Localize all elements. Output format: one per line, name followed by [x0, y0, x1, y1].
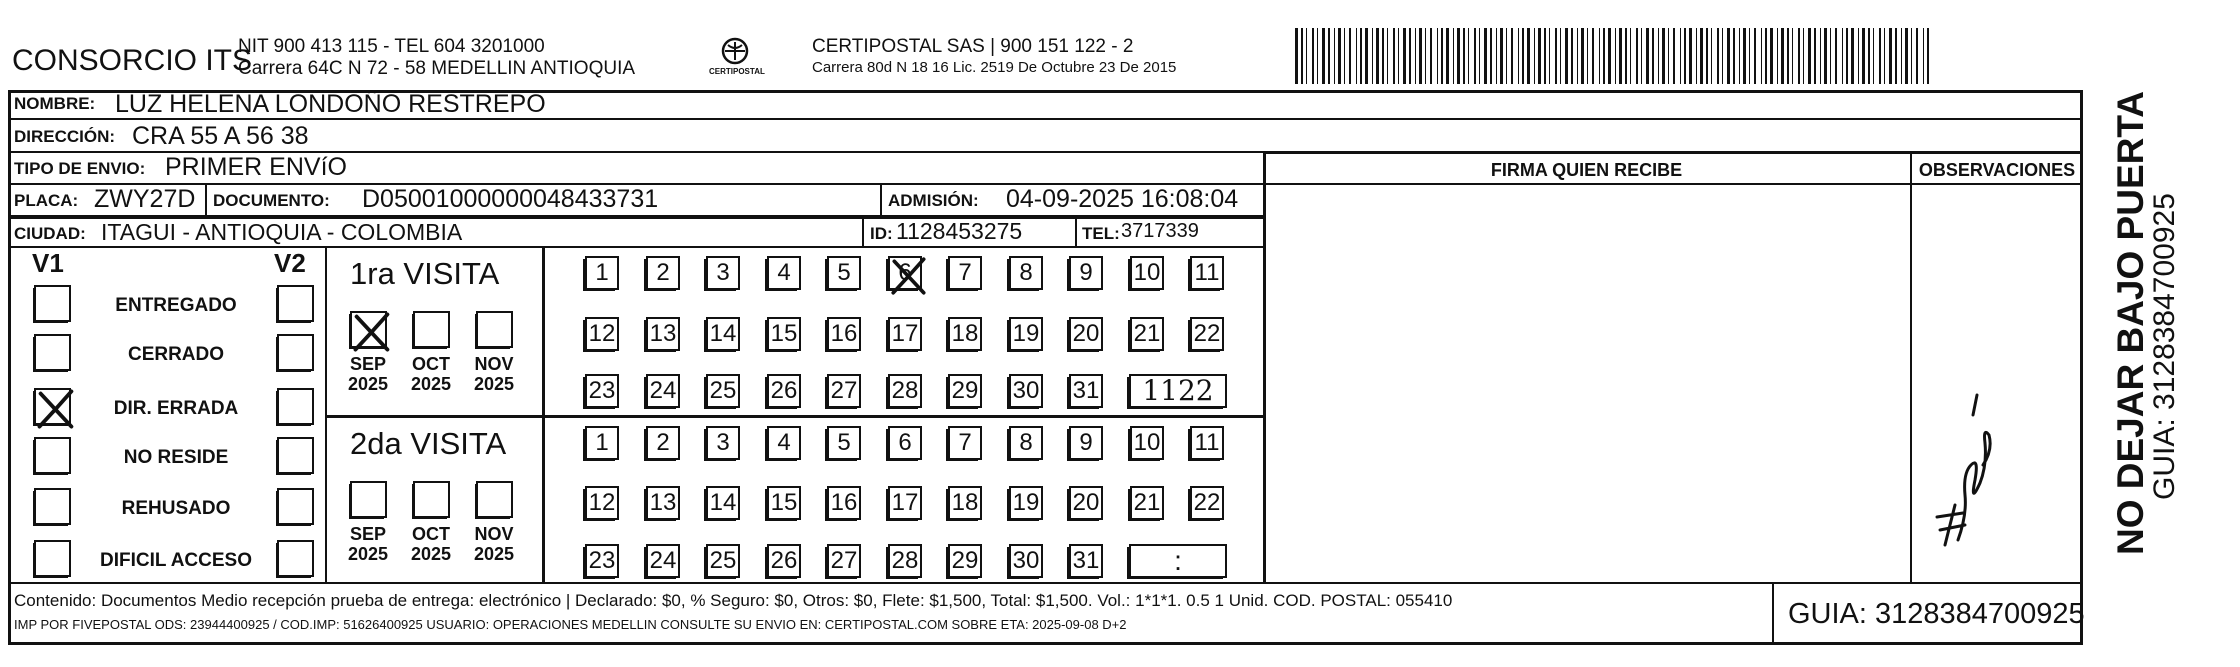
status-label: NO RESIDE: [123, 447, 229, 468]
month-checkbox[interactable]: [350, 311, 387, 348]
day-box[interactable]: 18: [948, 486, 982, 520]
month-label: NOV 2025: [473, 354, 515, 394]
day-box[interactable]: 14: [706, 486, 740, 520]
admision-value: 04-09-2025 16:08:04: [1006, 185, 1239, 213]
certipostal-info-1: CERTIPOSTAL SAS | 900 151 122 - 2: [812, 36, 1134, 57]
certipostal-info-2: Carrera 80d N 18 16 Lic. 2519 De Octubre 23 De 2015: [812, 59, 1177, 76]
month-label: SEP 2025: [347, 354, 389, 394]
day-box[interactable]: 9: [1069, 256, 1103, 290]
day-box[interactable]: 29: [948, 544, 982, 578]
month-label: OCT 2025: [410, 354, 452, 394]
day-box[interactable]: 10: [1130, 256, 1164, 290]
visit-time-box[interactable]: 1122: [1129, 374, 1227, 408]
day-box[interactable]: 24: [646, 544, 680, 578]
documento-label: DOCUMENTO:: [213, 191, 330, 210]
day-box[interactable]: 17: [888, 486, 922, 520]
tipo-envio-value: PRIMER ENVíO: [165, 153, 347, 181]
ciudad-label: CIUDAD:: [14, 224, 86, 243]
footer-guia: GUIA: 3128384700925: [1788, 598, 2085, 630]
v1-checkbox[interactable]: [34, 334, 71, 371]
day-box[interactable]: 27: [827, 374, 861, 408]
day-box[interactable]: 21: [1130, 486, 1164, 520]
id-label: ID:: [870, 224, 893, 243]
v1-checkbox[interactable]: [34, 488, 71, 525]
month-checkbox[interactable]: [350, 481, 387, 518]
day-box[interactable]: 4: [767, 426, 801, 460]
day-box[interactable]: 9: [1069, 426, 1103, 460]
day-box[interactable]: 2: [646, 256, 680, 290]
day-box[interactable]: 16: [827, 317, 861, 351]
firma-header: FIRMA QUIEN RECIBE: [1490, 160, 1683, 180]
observaciones-header: OBSERVACIONES: [1918, 160, 2076, 180]
month-checkbox[interactable]: [413, 311, 450, 348]
status-label: ENTREGADO: [115, 295, 237, 316]
day-box[interactable]: 26: [767, 544, 801, 578]
day-box[interactable]: 11: [1190, 256, 1224, 290]
tel-value: 3717339: [1121, 220, 1199, 242]
day-box[interactable]: 3: [706, 256, 740, 290]
status-label: REHUSADO: [121, 498, 231, 519]
day-box[interactable]: 6: [888, 256, 922, 290]
footer-content: Contenido: Documentos Medio recepción prueba de entrega: electrónico | Declarado: $0, % Seguro: $0, Otros: $0, Flete: $1,500, Total: $1,500. Vol.: 1*1*1. 0.5 1 Unid. COD. POSTAL: 055410: [14, 591, 1453, 610]
nombre-value: LUZ HELENA LONDOÑO RESTREPO: [115, 90, 546, 118]
month-checkbox[interactable]: [413, 481, 450, 518]
tipo-envio-label: TIPO DE ENVIO:: [14, 159, 146, 178]
day-box[interactable]: 15: [767, 486, 801, 520]
day-box[interactable]: 31: [1069, 374, 1103, 408]
day-box[interactable]: 30: [1009, 544, 1043, 578]
day-box[interactable]: 30: [1009, 374, 1043, 408]
certipostal-logo: [705, 36, 765, 82]
day-box[interactable]: 23: [585, 374, 619, 408]
ciudad-value: ITAGUI - ANTIOQUIA - COLOMBIA: [101, 219, 463, 245]
day-box[interactable]: 8: [1009, 256, 1043, 290]
day-box[interactable]: 17: [888, 317, 922, 351]
day-box[interactable]: 7: [948, 426, 982, 460]
day-box[interactable]: 11: [1190, 426, 1224, 460]
day-box[interactable]: 4: [767, 256, 801, 290]
day-box[interactable]: 25: [706, 374, 740, 408]
day-box[interactable]: 22: [1190, 486, 1224, 520]
logo-caption: CERTIPOSTAL: [709, 67, 765, 76]
day-box[interactable]: 2: [646, 426, 680, 460]
day-box[interactable]: 1: [585, 256, 619, 290]
day-box[interactable]: 28: [888, 374, 922, 408]
tel-label: TEL:: [1082, 224, 1120, 243]
day-box[interactable]: 5: [827, 426, 861, 460]
day-box[interactable]: 21: [1130, 317, 1164, 351]
day-box[interactable]: 13: [646, 317, 680, 351]
documento-value: D05001000000048433731: [362, 185, 659, 213]
placa-label: PLACA:: [14, 191, 79, 210]
v1-checkbox[interactable]: [34, 437, 71, 474]
admision-label: ADMISIÓN:: [888, 191, 979, 210]
day-box[interactable]: 28: [888, 544, 922, 578]
second-visit-title: 2da VISITA: [350, 426, 507, 461]
day-box[interactable]: 7: [948, 256, 982, 290]
visit-time-box[interactable]: :: [1129, 544, 1227, 578]
v2-checkbox[interactable]: [277, 285, 314, 322]
footer-print-info: IMP POR FIVEPOSTAL ODS: 23944400925 / COD.IMP: 51626400925 USUARIO: OPERACIONES MEDELLIN CONSULTE SU ENVIO EN: CERTIPOSTAL.COM SOBRE ETA: 2025-09-08 D+2: [14, 617, 1127, 632]
company-address: Carrera 64C N 72 - 58 MEDELLIN ANTIOQUIA: [238, 58, 636, 79]
month-label: NOV 2025: [473, 524, 515, 564]
v1-header: V1: [32, 248, 64, 278]
placa-value: ZWY27D: [94, 185, 196, 213]
v2-checkbox[interactable]: [277, 540, 314, 577]
v1-checkbox[interactable]: [34, 540, 71, 577]
side-guia: GUIA: 3128384700925: [2148, 193, 2181, 500]
status-label: DIR. ERRADA: [113, 398, 239, 419]
v2-checkbox[interactable]: [277, 334, 314, 371]
v2-header: V2: [274, 248, 306, 278]
day-box[interactable]: 27: [827, 544, 861, 578]
day-box[interactable]: 19: [1009, 486, 1043, 520]
first-visit-title: 1ra VISITA: [350, 256, 500, 291]
day-box[interactable]: 6: [888, 426, 922, 460]
nombre-label: NOMBRE:: [14, 94, 96, 113]
recipient-signature: [1925, 355, 2005, 555]
day-box[interactable]: 31: [1069, 544, 1103, 578]
day-box[interactable]: 12: [585, 317, 619, 351]
day-box[interactable]: 20: [1069, 317, 1103, 351]
direccion-label: DIRECCIÓN:: [14, 127, 116, 146]
day-box[interactable]: 12: [585, 486, 619, 520]
day-box[interactable]: 3: [706, 426, 740, 460]
day-box[interactable]: 10: [1130, 426, 1164, 460]
v2-checkbox[interactable]: [277, 437, 314, 474]
day-box[interactable]: 8: [1009, 426, 1043, 460]
day-box[interactable]: 24: [646, 374, 680, 408]
day-box[interactable]: 13: [646, 486, 680, 520]
day-box[interactable]: 5: [827, 256, 861, 290]
day-box[interactable]: 16: [827, 486, 861, 520]
status-label: CERRADO: [127, 344, 225, 365]
v2-checkbox[interactable]: [277, 388, 314, 425]
day-box[interactable]: 22: [1190, 317, 1224, 351]
company-nit-tel: NIT 900 413 115 - TEL 604 3201000: [238, 36, 545, 57]
day-box[interactable]: 1: [585, 426, 619, 460]
month-checkbox[interactable]: [476, 481, 513, 518]
day-box[interactable]: 23: [585, 544, 619, 578]
id-value: 1128453275: [896, 218, 1023, 244]
no-dejar-bajo-puerta: NO DEJAR BAJO PUERTA: [2110, 91, 2151, 555]
day-box[interactable]: 29: [948, 374, 982, 408]
day-box[interactable]: 20: [1069, 486, 1103, 520]
status-label: DIFICIL ACCESO: [99, 550, 252, 571]
direccion-value: CRA 55 A 56 38: [132, 122, 309, 150]
day-box[interactable]: 19: [1009, 317, 1043, 351]
day-box[interactable]: 25: [706, 544, 740, 578]
month-label: SEP 2025: [347, 524, 389, 564]
day-box[interactable]: 15: [767, 317, 801, 351]
v1-checkbox[interactable]: [34, 285, 71, 322]
company-name: CONSORCIO ITS: [12, 44, 253, 77]
barcode: [1295, 28, 1935, 84]
month-label: OCT 2025: [410, 524, 452, 564]
v2-checkbox[interactable]: [277, 488, 314, 525]
day-box[interactable]: 18: [948, 317, 982, 351]
month-checkbox[interactable]: [476, 311, 513, 348]
day-box[interactable]: 26: [767, 374, 801, 408]
v1-checkbox[interactable]: [34, 388, 71, 425]
day-box[interactable]: 14: [706, 317, 740, 351]
